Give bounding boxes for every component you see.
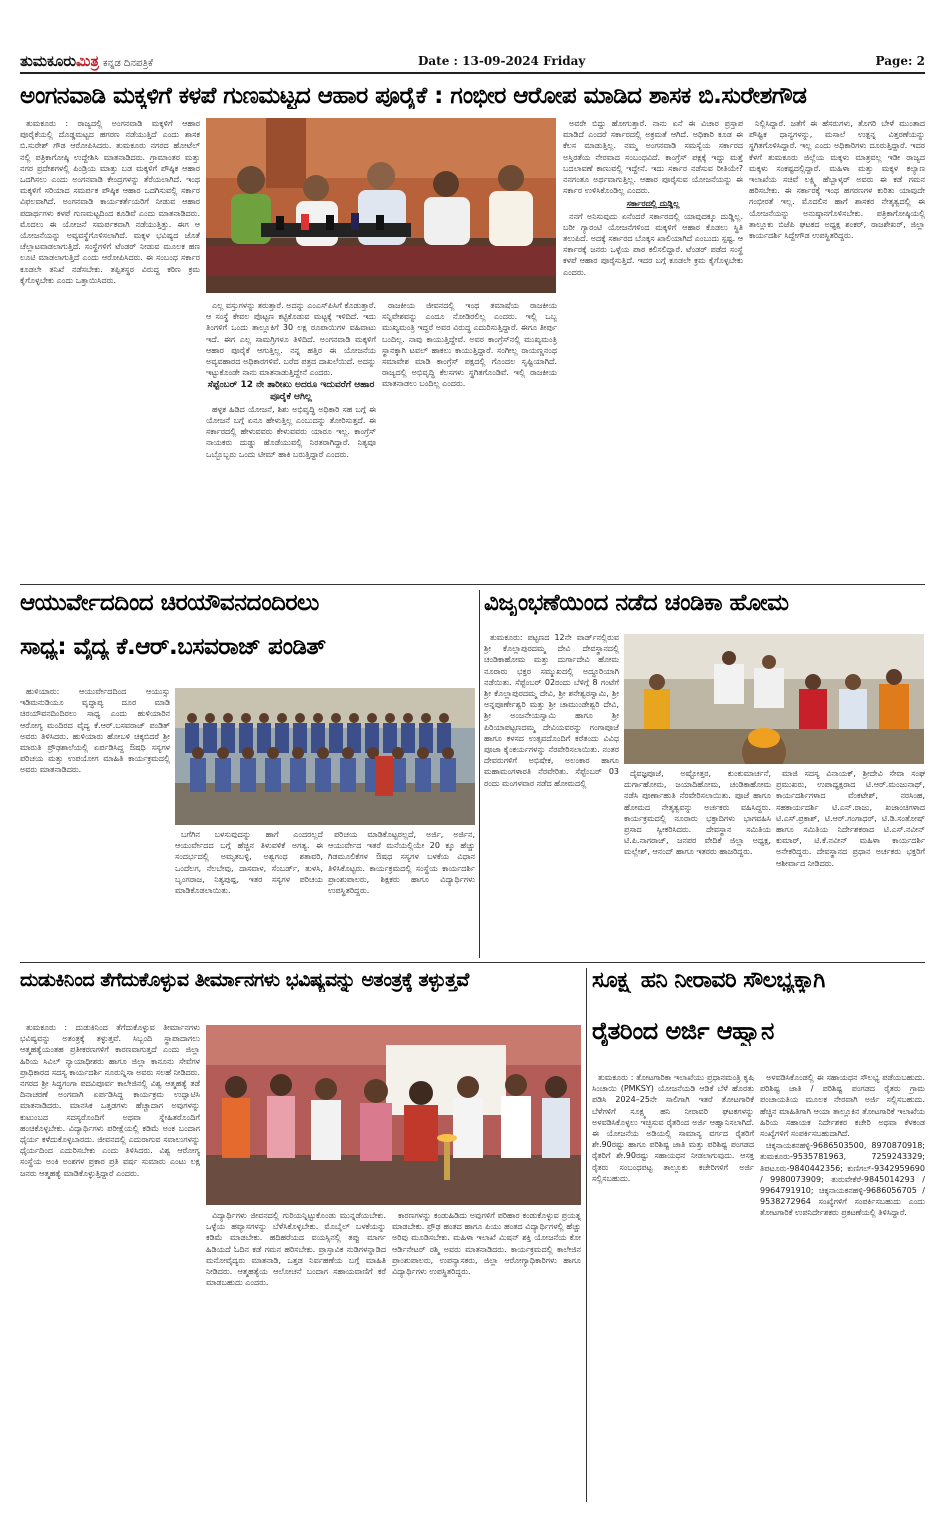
- issue-date: Date : 13-09-2024 Friday: [418, 54, 586, 68]
- story1-col2-text: ಎಲ್ಲ ವಸ್ತುಗಳನ್ನು ತರುತ್ತಾರೆ. ಅದನ್ನು ಎಂಎಸ್‌ಪಿಸಿಗೆ ಕೊಡುತ್ತಾರೆ. ಆ ಸಂಸ್ಥೆ ಕೇವಲ ಪೊಟ್ಟಣ ಕಟ್ಟಿಕೊಡುವ ಮಟ್ಟಕ್ಕೆ ಇಳಿದಿದೆ. ಇದು ತಿಂಗಳಿಗೆ ಒಂದು ತಾಲ್ಲೂಕಿಗೆ 30 ಲಕ್ಷ ರೂಪಾಯಿಗಳ ವಹಿವಾಟು ಇದೆ. ಈಗ ಎಲ್ಲ ಸಾಮಗ್ರಿಗಳೂ ತಿಳಿದಿದೆ. ಅಂಗನವಾಡಿ ಮಕ್ಕಳಿಗೆ ಆಹಾರ ಪೂರೈಕೆ ಆಗುತ್ತಿಲ್ಲ. ನನ್ನ ಹತ್ತಿರ ಈ ಯೋಜನೆಯ ಅವ್ಯವಹಾರದ ಅಧಿಕಾರಗಳಿವೆ. ಬರೆದ ಪತ್ರದ ದಾಖಲೆಯಿದೆ. ಅದನ್ನು ಇಟ್ಟುಕೊಂಡೇ ನಾನು ಮಾತನಾಡುತ್ತಿದ್ದೇನೆ ಎಂದರು.: [206, 301, 376, 378]
- story4-col1-text: ತುಮಕೂರು : ದುಡುಕಿನಿಂದ ತೆಗೆದುಕೊಳ್ಳುವ ತೀರ್ಮಾನಗಳು ಭವಿಷ್ಯವನ್ನು ಅತಂತ್ರಕ್ಕೆ ತಳ್ಳುತ್ತವೆ. ಸಿಬ್ಬಂದಿ ಸ್ಥಾಪಾದಾಗಲು ಆತ್ಮಹತ್ಯೆಯಂತಹ ಪ್ರತೀಕರಣಗಳಿಗೆ ಕಾರಣವಾಗುತ್ತದೆ ಎಂದು ಜಿಲ್ಲಾ ಹಿರಿಯ ಸಿವಿಲ್ ನ್ಯಾಯಾಧೀಶರು ಹಾಗೂ ಜಿಲ್ಲಾ ಕಾನೂನು ಸೇವೆಗಳ ಪ್ರಾಧಿಕಾರದ ಸದಸ್ಯ ಕಾರ್ಯದರ್ಶಿ ನೂರುನ್ನಿಸಾ ಅವರು ಸಲಹೆ ನೀಡಿದರು. ನಗರದ ಶ್ರೀ ಸಿದ್ಧಗಂಗಾ ಪದವಿಪೂರ್ವ ಕಾಲೇಜಿನಲ್ಲಿ ವಿಶ್ವ ಆತ್ಮಹತ್ಯೆ ತಡೆ ದಿನಾಚರಣೆ ಅಂಗವಾಗಿ ಏರ್ಪಡಿಸಿದ್ದ ಕಾರ್ಯಕ್ರಮ ಉದ್ಘಾಟಿಸಿ ಮಾತನಾಡಿದರು. ಮಾನಸಿಕ ಒತ್ತಡಗಳು ಹೆಚ್ಚಾದಾಗ ಅವುಗಳನ್ನು ಕುಟುಂಬದ ಸದಸ್ಯರೊಂದಿಗೆ ಅಥವಾ ಸ್ನೇಹಿತರೊಂದಿಗೆ ಹಂಚಿಕೊಳ್ಳಬೇಕು. ವಿದ್ಯಾರ್ಥಿಗಳು ಪರೀಕ್ಷೆಯಲ್ಲಿ ಕಡಿಮೆ ಅಂಕ ಬಂದಾಗ ಧೈರ್ಯ ಕಳೆದುಕೊಳ್ಳಬಾರದು. ಜೀವನದಲ್ಲಿ ಎದುರಾಗುವ ಸವಾಲುಗಳನ್ನು ಧೈರ್ಯದಿಂದ ಎದುರಿಸಬೇಕು ಎಂದು ತಿಳಿಸಿದರು. ವಿಶ್ವ ಆರೋಗ್ಯ ಸಂಸ್ಥೆಯ ಅಂಕಿ ಅಂಶಗಳ ಪ್ರಕಾರ ಪ್ರತಿ ವರ್ಷ ಸುಮಾರು ಎಂಟು ಲಕ್ಷ ಜನರು ಆತ್ಮಹತ್ಯೆ ಮಾಡಿಕೊಳ್ಳುತ್ತಿದ್ದಾರೆ ಎಂದರು.: [20, 1023, 200, 1178]
- story1-col4-text: ಅವರೇ ಬಿದ್ದು ಹೋಗುತ್ತಾರೆ. ನಾನು ಏನೆ ಈ ವಿಚಾರ ಪ್ರಸ್ತಾಪ ಮಾಡಿದೆ ಎಂದರೆ ಸರ್ಕಾರದಲ್ಲಿ ಅಕ್ರಮತೆ ಆಗಿದೆ. ಅಧಿಕಾರಿ ಕೂಡ ಈ ಕೆಲಸ ಮಾಡುತ್ತಿಲ್ಲ. ನಮ್ಮ ಅಂಗನವಾಡಿ ಸಮಸ್ಯೆಯ ಸರ್ಕಾರದ ಅಸ್ತಿರತೆಯ ನೇರವಾದ ಸಂಬಂಧವಿದೆ. ಕಾಂಗ್ರೆಸ್ ಪಕ್ಷಕ್ಕೆ ಇದ್ದು ಮತ್ತೆ ಬದಲಾವಣೆ ಕಾಣುವಲ್ಲಿ ಇದ್ದೇನೆ. ಇದು ಸರ್ಕಾರ ನಡೆಸುವ ರೀತಿಯೇ? ನನಗಂತೂ ಅರ್ಥವಾಗುತ್ತಿಲ್ಲ. ಆಹಾರ ಪೂರೈಸುವ ಯೋಜನೆಯನ್ನು ಈ ಸರ್ಕಾರ ಉಳಿಸಿಕೊಂಡಿಲ್ಲ ಎಂದರು.: [563, 119, 743, 196]
- story1-column-5: [749, 118, 925, 578]
- story3-column-2: [624, 768, 771, 958]
- story4-col3-text: ಕಾರಣಗಳನ್ನು ಕಂಡುಹಿಡಿದು ಅವುಗಳಿಗೆ ಪರಿಹಾರ ಕಂಡುಕೊಳ್ಳುವ ಪ್ರಯತ್ನ ಮಾಡಬೇಕು. ಪ್ರೌಢ ಹಂತದ ಹಾಗೂ ಪಿಯು ಹಂತದ ವಿದ್ಯಾರ್ಥಿಗಳಲ್ಲಿ ಹೆಚ್ಚು ಅರಿವು ಮೂಡಿಸಬೇಕು. ಮಹಿಳಾ ಇಲಾಖೆ ಮಿಷನ್ ಶಕ್ತಿ ಯೋಜನೆಯ ಕೋ ಆರ್ಡಿನೇಟರ್ ರಶ್ಮಿ ಅವರು ಮಾತನಾಡಿದರು. ಕಾರ್ಯಕ್ರಮದಲ್ಲಿ ಕಾಲೇಜಿನ ಪ್ರಾಂಶುಪಾಲರು, ಉಪನ್ಯಾಸಕರು, ಜಿಲ್ಲಾ ಆರೋಗ್ಯಾಧಿಕಾರಿಗಳು ಹಾಗೂ ವಿದ್ಯಾರ್ಥಿಗಳು ಉಪಸ್ಥಿತರಿದ್ದರು.: [392, 1211, 581, 1277]
- press-meet-illustration: [206, 118, 556, 293]
- story4-event-photo: [206, 1025, 581, 1205]
- story2-column-1: [20, 686, 170, 958]
- story4-column-1: [20, 1022, 200, 1502]
- logo-part-tumakuru: ತುಮಕೂರು: [20, 52, 77, 70]
- story1-col3-text: ರಾಜಕೀಯ ಜೀವನದಲ್ಲಿ ಇಂಥ ತಮಾಷೆಯ ರಾಜಕೀಯ ಸನ್ನಿವೇಶವನ್ನು ಎಂದೂ ನೋಡಿರಲಿಲ್ಲ ಎಂದರು. ಇಲ್ಲಿ ಒಬ್ಬ ಮುಖ್ಯಮಂತ್ರಿ ಇದ್ದರೆ ಅವರ ವಿರುದ್ಧ ಎದುರಿಸುತ್ತಿದ್ದಾರೆ. ಈಗೂ ತೀರ್ಪು ಬಂದಿಲ್ಲ. ನಾವು ಕಾಯುತ್ತಿದ್ದೇವೆ. ಅವರ ಕಾಂಗ್ರೆಸ್‌ನಲ್ಲಿ ಮುಖ್ಯಮಂತ್ರಿ ಸ್ಥಾನಕ್ಕಾಗಿ ಟವಲ್ ಹಾಕಲು ಕಾಯುತ್ತಿದ್ದಾರೆ. ಸಂಗೀಲ್ಲ ರಾಯಣ್ಣನಂಥ ಸಮಾವೇಶ ಮಾಡಿ ಕಾಂಗ್ರೆಸ್ ಪಕ್ಷದಲ್ಲಿ ಗೊಂದಲ ಸೃಷ್ಟಿಯಾಗಿದೆ. ರಾಜ್ಯದಲ್ಲಿ ಅಭಿವೃದ್ಧಿ ಕೆಲಸಗಳು ಸ್ಥಗಿತಗೊಂಡಿವೆ. ಇಲ್ಲಿ ರಾಜಕೀಯ ಮಾತನಾಡಲು ಬಂದಿಲ್ಲ ಎಂದರು.: [382, 301, 557, 389]
- story1-column-2: [206, 300, 376, 578]
- story5-column-1: [592, 1072, 754, 1502]
- story1-subheading-no-money: ಸರ್ಕಾರದಲ್ಲಿ ದುಡ್ಡಿಲ್ಲ: [626, 199, 680, 209]
- story1-press-meet-photo: [206, 118, 556, 293]
- story4-column-3: [392, 1210, 581, 1502]
- story2-column-2: [175, 829, 323, 958]
- story5-contacts-text: ಚಿಕ್ಕನಾಯಕನಹಳ್ಳಿ-9686503500, 8970870918; ತುಮಕೂರು-9535781963, 7259243329; ತಿಪಟೂರು-9840442356; ಕುಣಿಗಲ್-9342959690 / 9980073909; ತುರುವೇಕೆರೆ-9845014293 / 9964791910; ಚಿಕ್ಕನಾಯಕನಹಳ್ಳಿ-9686056705 / 9538272964 ಸಂಖ್ಯೆಗಳಿಗೆ ಸಂಪರ್ಕಿಸಬಹುದು ಎಂದು ತೋಟಗಾರಿಕೆ ಉಪನಿರ್ದೇಶಕರು ಪ್ರಕಟಣೆಯಲ್ಲಿ ತಿಳಿಸಿದ್ದಾರೆ.: [760, 1141, 925, 1218]
- story3-col1-text: ತುಮಕೂರು: ಪಟ್ಟಣದ 12ನೇ ವಾರ್ಡ್‌ನಲ್ಲಿರುವ ಶ್ರೀ ಕೊಲ್ಲಾಪುರದಮ್ಮ ದೇವಿ ದೇವಸ್ಥಾನದಲ್ಲಿ ಚಂಡಿಕಾಹೋಮ ಮತ್ತು ದುರ್ಗಾದೇವಿ ಹೋಮ ನೂರಾರು ಭಕ್ತರ ಸಮ್ಮುಖದಲ್ಲಿ ಅದ್ಧೂರಿಯಾಗಿ ನಡೆಯಿತು. ಸೆಪ್ಟೆಂಬರ್ 02ರಂದು ಬೆಳಿಗ್ಗೆ 8 ಗಂಟೆಗೆ ಶ್ರೀ ಕೊಲ್ಲಾಪುರದಮ್ಮ ದೇವಿ, ಶ್ರೀ ಶನೇಶ್ವರಸ್ವಾಮಿ, ಶ್ರೀ ಅನ್ನಪೂರ್ಣೇಶ್ವರಿ ಮತ್ತು ಶ್ರೀ ಚಾಮುಂಡೇಶ್ವರಿ ದೇವಿ, ಶ್ರೀ ಅಂಜನೇಯಸ್ವಾಮಿ ಹಾಗೂ ಶ್ರೀ ಪಿರಿಯಾಪಟ್ಟಣದಮ್ಮ ದೇವಿಯವರನ್ನು ಗಂಗಾಪೂಜೆ ಹಾಗೂ ಕಳಸದ ಉತ್ಸವದೊಂದಿಗೆ ಕರೆತಂದು ವಿವಿಧ ಪೂಜಾ ಕೈಂಕರ್ಯಗಳನ್ನು ನೆರವೇರಿಸಲಾಯಿತು. ನಂತರ ದೇವರುಗಳಿಗೆ ಅಭಿಷೇಕ, ಅಲಂಕಾರ ಹಾಗೂ ಮಹಾಮಂಗಳಾರತಿ ನೆರವೇರಿತು. ಸೆಪ್ಟೆಂಬರ್ 03 ರಂದು ಮಂಗಳವಾರ ನಡೆದ ಹೋಮದಲ್ಲಿ: [484, 633, 619, 788]
- story1-col1-text: ತುಮಕೂರು : ರಾಜ್ಯದಲ್ಲಿ ಅಂಗನವಾಡಿ ಮಕ್ಕಳಿಗೆ ಆಹಾರ ಪೂರೈಕೆಯಲ್ಲಿ ದೊಡ್ಡಮಟ್ಟದ ಹಗರಣ ನಡೆಯುತ್ತಿದೆ ಎಂದು ಶಾಸಕ ಬಿ.ಸುರೇಶ್ ಗೌಡ ಆರೋಪಿಸಿದರು. ತುಮಕೂರು ನಗರದ ಹೋಟೆಲ್ ನಲ್ಲಿ ಪತ್ರಿಕಾಗೋಷ್ಠಿ ಉದ್ದೇಶಿಸಿ ಮಾತನಾಡಿದರು. ಗ್ರಾಮಾಂತರ ಮತ್ತು ನಗರ ಪ್ರದೇಶಗಳಲ್ಲಿ ಪಿಂಡ್ರಿಯ ಮಾತ್ತು ಬಡ ಮಕ್ಕಳಿಗೆ ಪೌಷ್ಠಿಕ ಆಹಾರ ಒದಗಿಸಲು ಎಂದು ಅಂಗನವಾಡಿ ಕೇಂದ್ರಗಳನ್ನು ತೆರೆಯಲಾಗಿದೆ. ಇಂಥ ಮಕ್ಕಳಿಗೆ ಸರಿಯಾದ ಸಮರ್ಪಕ ಪೌಷ್ಠಿಕ ಆಹಾರ ಒದಗಿಸುವಲ್ಲಿ ಸರ್ಕಾರ ವಿಫಲವಾಗಿದೆ. ಅಂಗನವಾಡಿ ಕಾರ್ಯಕರ್ತೆಯರಿಗೆ ನೀಡುವ ಆಹಾರ ಪದಾರ್ಥಗಳು ಕಳಪೆ ಗುಣಮಟ್ಟದಿಂದ ಕೂಡಿವೆ ಎಂದು ಮಾತನಾಡಿದರು. ಮೊದಲು ಈ ಯೋಜನೆ ಸಮರ್ಪಕವಾಗಿ ನಡೆಯುತ್ತಿತ್ತು. ಈಗ ಆ ಯೋಜನೆಯನ್ನು ಅವ್ಯವಸ್ಥೆಗೊಳಿಸಲಾಗಿದೆ. ಮಕ್ಕಳ ಭವಿಷ್ಯದ ಜೊತೆ ಚೆಲ್ಲಾಟವಾಡಲಾಗುತ್ತಿದೆ. ಸಂಸ್ಥೆಗಳಿಗೆ ಟೆಂಡರ್ ನೀಡುವ ಮೂಲಕ ಹಣ ಲೂಟಿ ಮಾಡಲಾಗುತ್ತಿದೆ ಎಂದು ಆರೋಪಿಸಿದರು. ಈ ಸಂಬಂಧ ಸರ್ಕಾರ ಕೂಡಲೇ ತನಿಖೆ ನಡೆಸಬೇಕು. ತಪ್ಪಿತಸ್ಥರ ವಿರುದ್ಧ ಕಠಿಣ ಕ್ರಮ ಕೈಗೊಳ್ಳಬೇಕು ಎಂದು ಒತ್ತಾಯಿಸಿದರು.: [20, 119, 200, 285]
- students-group-illustration: [175, 688, 475, 825]
- story2-headline-line2: ಸಾಧ್ಯ: ವೈದ್ಯ ಕೆ.ಆರ್.ಬಸವರಾಜ್ ಪಂಡಿತ್: [20, 634, 326, 660]
- story1-column-3: [382, 300, 557, 578]
- story3-column-3: [776, 768, 925, 958]
- story3-homa-photo: [624, 634, 924, 764]
- story3-headline: ವಿಜೃಂಭಣೆಯಿಂದ ನಡೆದ ಚಂಡಿಕಾ ಹೋಮ: [484, 590, 789, 616]
- story5-col2-text: ಅಳವಡಿಸಿಕೊಂಡಲ್ಲಿ ಈ ಸಹಾಯಧನ ಸೌಲಭ್ಯ ಪಡೆಯಬಹುದು. ಪರಿಶಿಷ್ಟ ಜಾತಿ / ಪರಿಶಿಷ್ಟ ಪಂಗಡದ ರೈತರು ಗ್ರಾಮ ಪಂಚಾಯತಿಯ ಮೂಲಕ ನೇರವಾಗಿ ಅರ್ಜಿ ಸಲ್ಲಿಸಬಹುದು. ಹೆಚ್ಚಿನ ಮಾಹಿತಿಗಾಗಿ ಆಯಾ ತಾಲ್ಲೂಕಿನ ತೋಟಗಾರಿಕೆ ಇಲಾಖೆಯ ಹಿರಿಯ ಸಹಾಯಕ ನಿರ್ದೇಶಕರ ಕಚೇರಿ ಅಥವಾ ಕೆಳಕಂಡ ಸಂಖ್ಯೆಗಳಿಗೆ ಸಂಪರ್ಕಿಸಬಹುದಾಗಿದೆ.: [760, 1073, 925, 1139]
- page-number: Page: 2: [875, 54, 925, 68]
- story3-column-1: [484, 632, 619, 958]
- story4-col2-text: ವಿದ್ಯಾರ್ಥಿಗಳು ಜೀವನದಲ್ಲಿ ಗುರಿಯನ್ನಿಟ್ಟುಕೊಂಡು ಮುನ್ನಡೆಯಬೇಕು. ಒಳ್ಳೆಯ ಹವ್ಯಾಸಗಳನ್ನು ಬೆಳೆಸಿಕೊಳ್ಳಬೇಕು. ಮೊಬೈಲ್ ಬಳಕೆಯನ್ನು ಕಡಿಮೆ ಮಾಡಬೇಕು. ಹದಿಹರೆಯದ ವಯಸ್ಸಿನಲ್ಲಿ ತಪ್ಪು ಮಾರ್ಗ ಹಿಡಿಯದೆ ಓದಿನ ಕಡೆ ಗಮನ ಹರಿಸಬೇಕು. ಪ್ರಾಸ್ತಾವಿಕ ನುಡಿಗಳನ್ನಾಡಿದ ಮನೋವೈದ್ಯರು ಮಾತನಾಡಿ, ಒತ್ತಡ ನಿರ್ವಹಣೆಯ ಬಗ್ಗೆ ಮಾಹಿತಿ ನೀಡಿದರು. ಆತ್ಮಹತ್ಯೆಯ ಆಲೋಚನೆ ಬಂದಾಗ ಸಹಾಯವಾಣಿಗೆ ಕರೆ ಮಾಡಬಹುದು ಎಂದರು.: [206, 1211, 386, 1288]
- divider-story3: [20, 962, 925, 963]
- story1-col4b-text: ನನಗೆ ಅನಿಸುವುದು ಏನೆಂದರೆ ಸರ್ಕಾರದಲ್ಲಿ ಯಾವುದಕ್ಕೂ ದುಡ್ಡಿಲ್ಲ. ಬರೀ ಗ್ಯಾರಂಟಿ ಯೋಜನೆಗಳಿಂದ ಮಕ್ಕಳಿಗೆ ಆಹಾರ ಕೊಡಲು ಸ್ಥಿತಿ ತಲುಪಿದೆ. ಅದಕ್ಕೆ ಸರ್ಕಾರದ ಬೊಕ್ಕಸ ಖಾಲಿಯಾಗಿದೆ ಎಂಬುದು ಸ್ಪಷ್ಟ. ಆ ಸರ್ಕಾರಕ್ಕೆ ಜನರು ಒಳ್ಳೆಯ ಪಾಠ ಕಲಿಸಲಿದ್ದಾರೆ. ಟೆಂಡರ್ ಪಡೆದ ಸಂಸ್ಥೆ ಕಳಪೆ ಆಹಾರ ಪೂರೈಸುತ್ತಿದೆ. ಇದರ ಬಗ್ಗೆ ಕೂಡಲೇ ಕ್ರಮ ಕೈಗೊಳ್ಳಬೇಕು ಎಂದರು.: [563, 211, 743, 277]
- lamp-lighting-illustration: [206, 1025, 581, 1205]
- divider-story1: [20, 584, 925, 585]
- story2-col2-text: ಬಗೆಗಿನ ಬಳಸುವುದನ್ನು ಹಾಗೆ ಎಂದರಲ್ಲದೆ ಆಯುರ್ವೇದದ ಬಗ್ಗೆ ಹೆಚ್ಚಿನ ತಿಳುವಳಿಕೆ ಅಗತ್ಯ. ಈ ಸಂದರ್ಭದಲ್ಲಿ ಅಮೃತಬಳ್ಳಿ, ಅಶ್ವಗಂಧ ಶತಾವರಿ, ಒಂದೆಲಗ, ನೆಲಬೇವು, ದಾಸವಾಳ, ಸೆಂಬರ್ಡ್, ತುಳಸಿ, ಬೃಂಗರಾಜ, ನಿತ್ಯಪುಷ್ಪ, ಇತರ ಸಸ್ಯಗಳ ಪರಿಚಯ ಮಾಡಿಕೊಡಲಾಯಿತು.: [175, 830, 323, 896]
- story5-headline-line2: ರೈತರಿಂದ ಅರ್ಜಿ ಆಹ್ವಾನ: [592, 1018, 774, 1045]
- story4-column-2: [206, 1210, 386, 1502]
- story4-headline: ದುಡುಕಿನಿಂದ ತೆಗೆದುಕೊಳ್ಳುವ ತೀರ್ಮಾನಗಳು ಭವಿಷ್ಯವನ್ನು ಅತಂತ್ರಕ್ಕೆ ತಳ್ಳುತ್ತವೆ: [20, 970, 469, 991]
- story5-column-2: [760, 1072, 925, 1502]
- logo-part-mitra: ಮಿತ್ರ: [76, 52, 99, 70]
- divider-story2-3: [479, 590, 480, 958]
- story1-subheading-sept12: ಸೆಪ್ಟೆಂಬರ್ 12 ನೇ ತಾರೀಖು ಅದರೂ ಇದುವರೆಗೆ ಆಹಾರ ಪೂರೈಕೆ ಆಗಿಲ್ಲ: [207, 380, 375, 402]
- story2-col3-text: ಪರಿಚಯ ಮಾಡಿಕೊಟ್ಟರಲ್ಲದೆ, ಅರ್ಜಿ, ಅರ್ಜಿನ, ಆಯುರ್ವೇದ ಇತರೆ ಮನೆಯಲ್ಲಿಯೇ 20 ಕ್ಕೂ ಹೆಚ್ಚು ಗಿಡಮೂಲಿಕೆಗಳ ಔಷಧ ಸಸ್ಯಗಳ ಬಳಕೆಯ ವಿಧಾನ ತಿಳಿಸಿಕೊಟ್ಟರು. ಕಾರ್ಯಕ್ರಮದಲ್ಲಿ ಸಂಸ್ಥೆಯ ಕಾರ್ಯದರ್ಶಿ ಪ್ರಾಂಶುಪಾಲರು, ಶಿಕ್ಷಕರು ಹಾಗೂ ವಿದ್ಯಾರ್ಥಿಗಳು ಉಪಸ್ಥಿತರಿದ್ದರು.: [328, 830, 475, 896]
- logo-tagline: ಕನ್ನಡ ದಿನಪತ್ರಿಕೆ: [102, 58, 153, 69]
- story2-headline-line1: ಆಯುರ್ವೇದದಿಂದ ಚಿರಯೌವನದಂದಿರಲು: [20, 590, 319, 616]
- story2-column-3: [328, 829, 475, 958]
- story1-col2b-text: ಹಳ್ಳಕ ಹಿಡಿದ ಯೋಜನೆ, ಶಿಶು ಅಭಿವೃದ್ಧಿ ಅಧಿಕಾರಿ ಸಹ ಬಗ್ಗೆ ಈ ಯೋಜನೆ ಬಗ್ಗೆ ಏನೂ ಹೇಳುತ್ತಿಲ್ಲ ಎಂಬುದನ್ನು ತೋರಿಸುತ್ತದೆ. ಈ ಸರ್ಕಾರದಲ್ಲಿ ಹೇಳುವವರು ಕೇಳುವವರು ಯಾರೂ ಇಲ್ಲ. ಕಾಂಗ್ರೆಸ್ ನಾಯಕರು ದುಡ್ಡು ಹೊಡೆಯುವಲ್ಲಿ ನಿರತರಾಗಿದ್ದಾರೆ. ನಿತ್ಯವೂ ಒಬ್ಬೊಬ್ಬರು ಒಂದು ಟೀಮ್ ಹಾಕಿ ಬರುತ್ತಿದ್ದಾರೆ ಎಂದರು.: [206, 404, 376, 459]
- story3-col3-text: ಮಾಜಿ ಸದಸ್ಯ ವಿನಾಯಕ್, ಶ್ರೀದೇವಿ ಸೇವಾ ಸಂಘ ಪ್ರಮುಖರು, ಉಪಾಧ್ಯಕ್ಷರಾದ ಟಿ.ಆರ್.ಮಂಜುನಾಥ್, ಕಾರ್ಯದರ್ಶಿಗಳಾದ ವೆಂಕಟೇಶ್, ನರಸಿಂಹ, ಸಹಕಾರ್ಯದರ್ಶಿ ಟಿ.ಎನ್.ರಾಜು, ಖಜಾಂಚಿಗಳಾದ ಟಿ.ಎಸ್.ಪ್ರಕಾಶ್, ಟಿ.ಆರ್.ಗಂಗಾಧರ್, ಟಿ.ಡಿ.ಸಂತೋಷ್ ಹಾಗೂ ಸಮಿತಿಯ ನಿರ್ದೇಶಕರಾದ ಟಿ.ಎಸ್.ನವೀನ್ ಕುಮಾರ್, ಟಿ.ಕೆ.ನವೀನ್ ಮಹಿಳಾ ಕಾರ್ಯದರ್ಶಿ ಅನೇಕರಿದ್ದರು. ದೇವಸ್ಥಾನದ ಪ್ರಧಾನ ಅರ್ಚಕರು ಭಕ್ತರಿಗೆ ಆಶೀರ್ವಾದ ನೀಡಿದರು.: [776, 769, 925, 868]
- newspaper-logo: [20, 52, 153, 70]
- homa-ritual-illustration: [624, 634, 924, 764]
- story1-column-1: [20, 118, 200, 578]
- divider-story4-5: [586, 968, 587, 1502]
- story1-column-4: [563, 118, 743, 578]
- story1-col5-text: ನಿಲ್ಲಿಸಿದ್ದಾರೆ. ಜತೆಗೆ ಈ ಹೆಸರುಗಳು, ತೊಗರಿ ಬೇಳೆ ಮುಂತಾದ ಪೌಷ್ಟಿಕ ಧಾನ್ಯಗಳನ್ನು, ಮಸಾಲೆ ಉತ್ಪನ್ನ ವಿತ್ತರಣೆಯನ್ನು ಸ್ಥಗಿತಗೊಳಿಸಿದ್ದಾರೆ. ಇಲ್ಲ ಎಂದು ಅಧಿಕಾರಿಗಳು ದೂರುತ್ತಿದ್ದಾರೆ. ಇದರ ಕೆಳಗೆ ತುಮಕೂರು ಜಿಲ್ಲೆಯ ಮಕ್ಕಳು ಮಾತ್ರವಲ್ಲ ಇಡೀ ರಾಜ್ಯದ ಮಕ್ಕಳು ಸಂಕಷ್ಟದಲ್ಲಿದ್ದಾರೆ. ಮಹಿಳಾ ಮತ್ತು ಮಕ್ಕಳ ಕಲ್ಯಾಣ ಇಲಾಖೆಯ ಸಚಿವೆ ಲಕ್ಷ್ಮಿ ಹೆಬ್ಬಾಳ್ಕರ್ ಅವರು ಈ ಕಡೆ ಗಮನ ಹರಿಸಬೇಕು. ಈ ಸರ್ಕಾರಕ್ಕೆ ಇಂಥ ಹಗರಣಗಳ ಕುರಿತು ಯಾವುದೇ ಗಂಭೀರತೆ ಇಲ್ಲ. ಮೊದಲಿನ ಹಾಗೆ ಶಾಸಕರ ನೇತೃತ್ವದಲ್ಲಿ ಈ ಯೋಜನೆಯನ್ನು ಅನುಷ್ಠಾನಗೊಳಿಸಬೇಕು. ಪತ್ರಿಕಾಗೋಷ್ಠಿಯಲ್ಲಿ ತಾಲ್ಲೂಕು ಬಿಜೆಪಿ ಘಟಕದ ಅಧ್ಯಕ್ಷ ಶಂಕರ್, ರಾಜಶೇಖರ್, ಜಿಲ್ಲಾ ಕಾರ್ಯದರ್ಶಿ ಸಿದ್ದೇಗೌಡ ಉಪಸ್ಥಿತರಿದ್ದರು.: [749, 119, 925, 241]
- masthead: [20, 52, 925, 74]
- story2-col1-text: ಹುಳಿಯಾರು: ಆಯುರ್ವೇದದಿಂದ ಆಯುಸ್ಸು ಇಡಿಮನುಡಿಯೂ ವೃದ್ಧಾಪ್ಯ ದೂರ ಮಾಡಿ ಚಿರಯೌವನದಿಂದಿರಲು ಸಾಧ್ಯ ಎಂದು ಹುಳಿಯಾರಿನ ಆರೋಗ್ಯ ಮಂದಿರದ ವೈದ್ಯ ಕೆ.ಆರ್.ಬಸವರಾಜ್ ಪಂಡಿತ್ ಅವರು ತಿಳಿಸಿದರು. ಹುಳಿಯಾರು ಹೋಬಳಿ ಚಿಕ್ಕಬಿದರೆ ಶ್ರೀ ಮಾರುತಿ ಪ್ರೌಢಶಾಲೆಯಲ್ಲಿ ಏರ್ಪಡಿಸಿದ್ದ ಔಷಧಿ ಸಸ್ಯಗಳ ಪರಿಚಯ ಮತ್ತು ಉಪಯೋಗ ಮಾಹಿತಿ ಕಾರ್ಯಕ್ರಮದಲ್ಲಿ ಅವರು ಮಾತನಾಡಿದರು.: [20, 687, 170, 775]
- story5-col1-text: ತುಮಕೂರು : ತೋಟಗಾರಿಕಾ ಇಲಾಖೆಯು ಪ್ರಧಾನಮಂತ್ರಿ ಕೃಷಿ ಸಿಂಚಾಯಿ (PMKSY) ಯೋಜನೆಯಡಿ ಆಡಿಕೆ ಬೆಳೆ ಹೊರತು ಪಡಿಸಿ 2024–25ನೇ ಸಾಲಿಗಾಗಿ ಇತರೆ ತೋಟಗಾರಿಕೆ ಬೆಳೆಗಳಿಗೆ ಸೂಕ್ಷ್ಮ ಹನಿ ನೀರಾವರಿ ಘಟಕಗಳನ್ನು ಅಳವಡಿಸಿಕೊಳ್ಳಲು ಇಚ್ಛಿಸುವ ರೈತರಿಂದ ಅರ್ಜಿ ಆಹ್ವಾನಿಸಲಾಗಿದೆ. ಈ ಯೋಜನೆಯ ಅಡಿಯಲ್ಲಿ ಸಾಮಾನ್ಯ ವರ್ಗದ ರೈತರಿಗೆ ಶೇ.90ರಷ್ಟು ಹಾಗೂ ಪರಿಶಿಷ್ಟ ಜಾತಿ ಮತ್ತು ಪರಿಶಿಷ್ಟ ಪಂಗಡದ ರೈತರಿಗೆ ಶೇ.90ರಷ್ಟು ಸಹಾಯಧನ ನೀಡಲಾಗುವುದು. ಆಸಕ್ತ ರೈತರು ಸಂಬಂಧಪಟ್ಟ ತಾಲ್ಲೂಕು ಕಚೇರಿಗಳಿಗೆ ಅರ್ಜಿ ಸಲ್ಲಿಸಬಹುದು.: [592, 1073, 754, 1183]
- story5-headline-line1: ಸೂಕ್ಷ್ಮ ಹನಿ ನೀರಾವರಿ ಸೌಲಭ್ಯಕ್ಕಾಗಿ: [592, 968, 825, 993]
- story2-students-photo: [175, 688, 475, 825]
- story3-col2-text: ದೈವಜ್ಞಪೂಜೆ, ಅಷ್ಟೋತ್ತರ, ಕುಂಕುಮಾರ್ಚನೆ, ದುರ್ಗಾಹೋಮ, ಜಯಾದಿಹೋಮ, ಚಂಡಿಕಾಹೋಮ ನಡೆಸಿ ಪೂರ್ಣಾಹುತಿ ನೆರವೇರಿಸಲಾಯಿತು. ಪೂಜೆ ಹಾಗೂ ಹೋಮದ ನೇತೃತ್ವವನ್ನು ಅರ್ಚಕರು ವಹಿಸಿದ್ದರು. ಕಾರ್ಯಕ್ರಮದಲ್ಲಿ ನೂರಾರು ಭಕ್ತಾದಿಗಳು ಭಾಗವಹಿಸಿ ಪ್ರಸಾದ ಸ್ವೀಕರಿಸಿದರು. ದೇವಸ್ಥಾನ ಸಮಿತಿಯ ಟಿ.ಪಿ.ನಾಗರಾಜ್, ಜನಪರ ವೇದಿಕೆ ಜಿಲ್ಲಾ ಅಧ್ಯಕ್ಷ, ಮಲ್ಲೇಶ್, ಆನಂದ್ ಹಾಗೂ ಇತರರು ಹಾಜರಿದ್ದರು.: [624, 769, 771, 857]
- story1-headline: ಅಂಗನವಾಡಿ ಮಕ್ಕಳಿಗೆ ಕಳಪೆ ಗುಣಮಟ್ಟದ ಆಹಾರ ಪೂರೈಕೆ : ಗಂಭೀರ ಆರೋಪ ಮಾಡಿದ ಶಾಸಕ ಬಿ.ಸುರೇಶಗೌಡ: [20, 83, 807, 109]
